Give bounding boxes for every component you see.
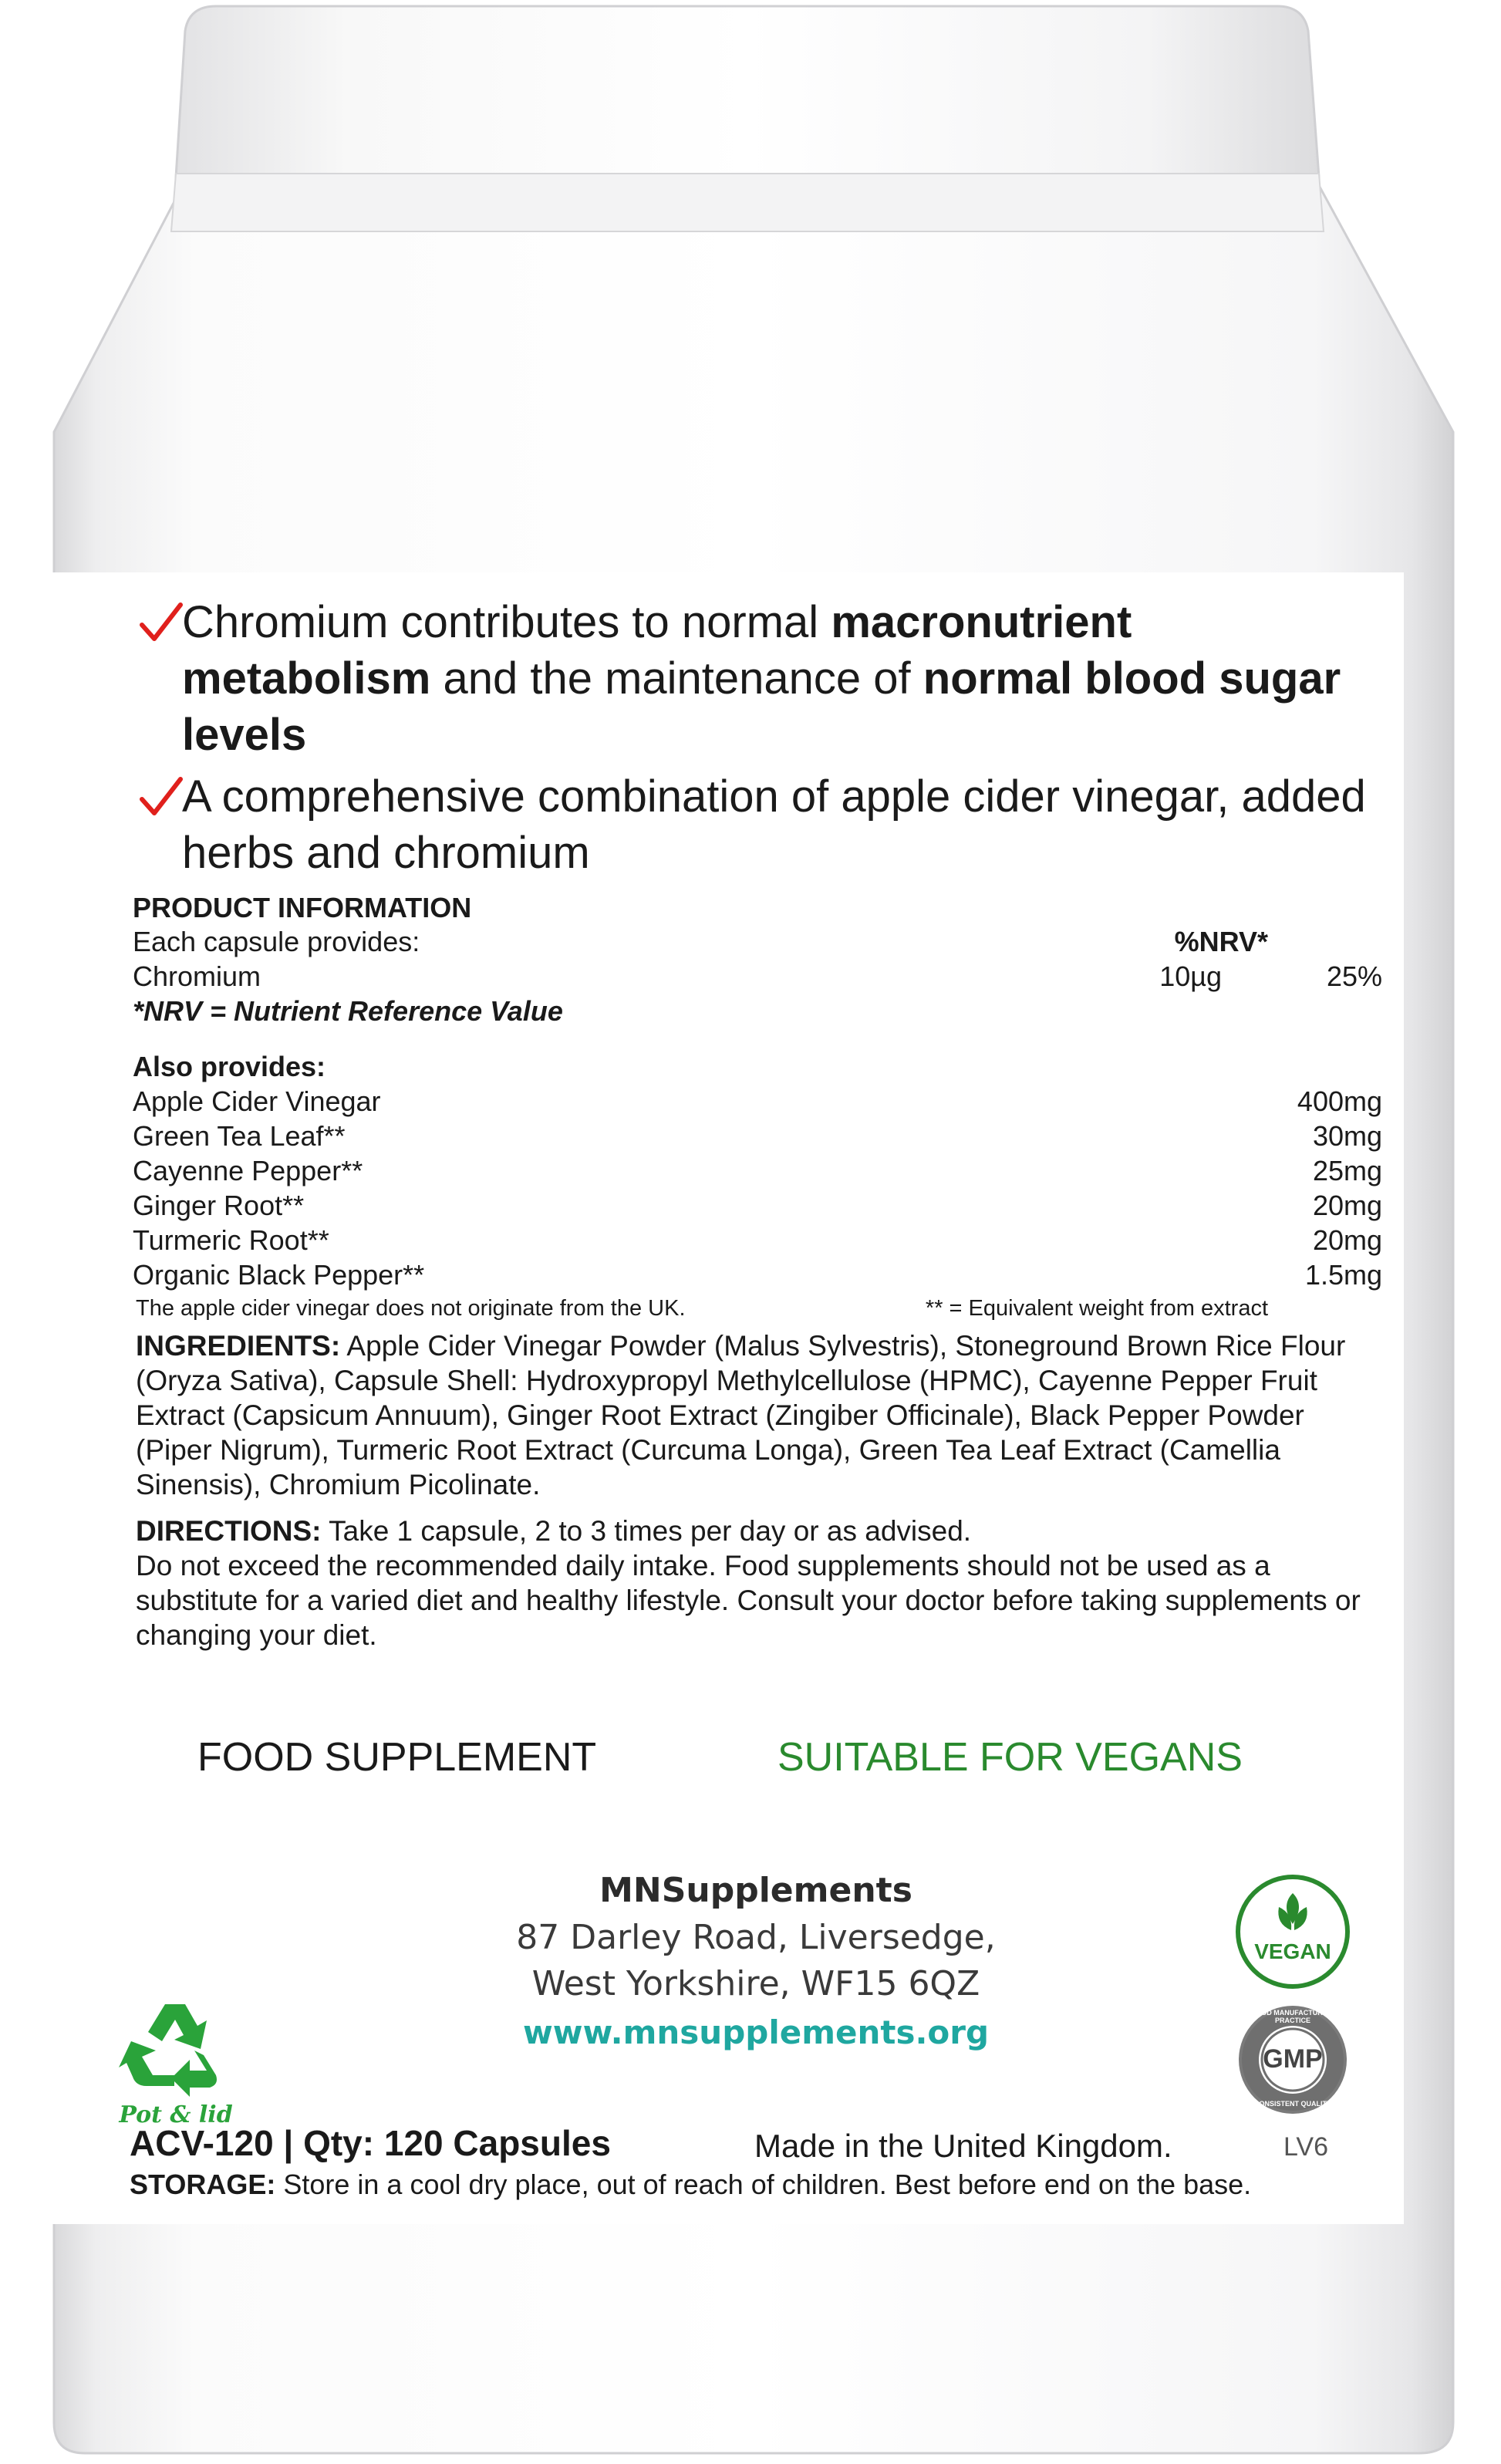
storage-label: STORAGE: xyxy=(130,2169,276,2200)
nutrient-name: Green Tea Leaf** xyxy=(133,1120,346,1152)
nutrient-row xyxy=(133,1119,1382,1153)
gmp-ring-bottom-text: CONSISTENT QUALITY xyxy=(1253,2100,1331,2108)
nutrient-name: Organic Black Pepper** xyxy=(133,1259,425,1291)
nutrient-row xyxy=(133,1223,1382,1257)
vegan-badge-label: VEGAN xyxy=(1254,1939,1331,1963)
nutrient-row xyxy=(133,1153,1382,1188)
gmp-badge xyxy=(1239,2006,1347,2114)
nutrient-nrv: 25% xyxy=(1326,960,1382,992)
claim-bold-text: normal blood sugar levels xyxy=(182,653,1341,760)
storage-body: Store in a cool dry place, out of reach of children. Best before end on the base. xyxy=(275,2169,1252,2200)
company-website-link[interactable]: www.mnsupplements.org xyxy=(522,2013,990,2051)
nutrient-row xyxy=(133,1084,1382,1119)
claim-chromium xyxy=(182,594,1385,763)
lv-code: LV6 xyxy=(1283,2132,1328,2162)
company-name: MNSupplements xyxy=(599,1871,912,1910)
nrv-note: *NRV = Nutrient Reference Value xyxy=(133,995,563,1027)
bottle-lid xyxy=(176,6,1319,177)
lid-base-rim xyxy=(171,174,1324,231)
claim-text: A comprehensive combination of apple cider vinegar, added herbs and chromium xyxy=(182,771,1366,878)
nutrient-amount: 10µg xyxy=(1159,960,1222,992)
nutrient-amount: 20mg xyxy=(1312,1224,1382,1256)
nutrient-row xyxy=(133,1188,1382,1223)
checkmark-icon xyxy=(137,775,184,821)
nutrient-amount: 20mg xyxy=(1312,1190,1382,1221)
checkmark-icon xyxy=(137,600,184,646)
also-provides-heading: Also provides: xyxy=(133,1051,326,1082)
footnote-origin: The apple cider vinegar does not originate from the UK. xyxy=(136,1296,686,1321)
nutrient-amount: 25mg xyxy=(1312,1155,1382,1186)
directions-paragraph xyxy=(136,1514,1378,1652)
company-address-line2: West Yorkshire, WF15 6QZ xyxy=(531,1964,980,2003)
recycle-caption: Pot & lid xyxy=(119,2101,233,2128)
directions-label: DIRECTIONS: xyxy=(136,1515,322,1547)
nutrient-name: Ginger Root** xyxy=(133,1190,305,1221)
nutrient-amount: 400mg xyxy=(1297,1085,1382,1117)
nutrient-name: Apple Cider Vinegar xyxy=(133,1085,381,1117)
gmp-ring-top-text: GOOD MANUFACTURING PRACTICE xyxy=(1250,2009,1335,2024)
claim-text: Chromium contributes to normal xyxy=(182,597,831,647)
footnote-extract: ** = Equivalent weight from extract xyxy=(925,1296,1268,1321)
ingredients-text: Apple Cider Vinegar Powder (Malus Sylvestris), Stoneground Brown Rice Flour (Oryza Sativa), Capsule Shell: Hydroxypropyl Methylcellulose (HPMC), Cayenne Pepper Fruit Extract (Capsicum Annuum), Ginger Root Extract (Zingiber Officinale), Black Pepper Powder (Piper Nigrum), Turmeric Root Extract (Curcuma Longa), Green Tea Leaf Extract (Camellia Sinensis), Chromium Picolinate. xyxy=(136,1330,1346,1500)
nutrient-amount: 1.5mg xyxy=(1304,1259,1382,1291)
directions-text: Take 1 capsule, 2 to 3 times per day or as advised. xyxy=(321,1515,972,1547)
each-capsule-label: Each capsule provides: xyxy=(133,926,420,957)
storage-text xyxy=(130,2168,1395,2202)
product-info-heading: PRODUCT INFORMATION xyxy=(133,892,472,923)
vegan-badge xyxy=(1236,1875,1350,1989)
nutrient-name: Cayenne Pepper** xyxy=(133,1155,363,1186)
ingredients-label: INGREDIENTS: xyxy=(136,1330,341,1362)
suitable-for-vegans-text: SUITABLE FOR VEGANS xyxy=(777,1735,1243,1780)
nutrient-row-chromium xyxy=(133,959,1382,994)
directions-warning: Do not exceed the recommended daily intake. Food supplements should not be used as a substitute for a varied diet and healthy lifestyle. Consult your doctor before taking supplements or changing your diet. xyxy=(136,1550,1361,1651)
nutrient-row xyxy=(133,1257,1382,1292)
company-address-line1: 87 Darley Road, Liversedge, xyxy=(516,1918,996,1957)
nutrient-name: Chromium xyxy=(133,960,261,992)
ingredients-paragraph xyxy=(136,1328,1378,1502)
product-code-quantity: ACV-120 | Qty: 120 Capsules xyxy=(130,2123,611,2163)
product-label xyxy=(15,572,1404,2224)
nutrient-name: Turmeric Root** xyxy=(133,1224,329,1256)
recycle-icon xyxy=(117,1993,233,2109)
food-supplement-text: FOOD SUPPLEMENT xyxy=(197,1735,597,1780)
made-in-text: Made in the United Kingdom. xyxy=(754,2128,1172,2164)
claim-combination xyxy=(182,768,1385,881)
nutrient-amount: 30mg xyxy=(1312,1120,1382,1152)
claim-bold-text: macronutrient metabolism xyxy=(182,597,1132,704)
claim-text: and the maintenance of xyxy=(430,653,923,704)
gmp-badge-label: GMP xyxy=(1263,2044,1323,2074)
leaf-icon xyxy=(1270,1890,1316,1936)
nrv-header: %NRV* xyxy=(1174,926,1268,957)
